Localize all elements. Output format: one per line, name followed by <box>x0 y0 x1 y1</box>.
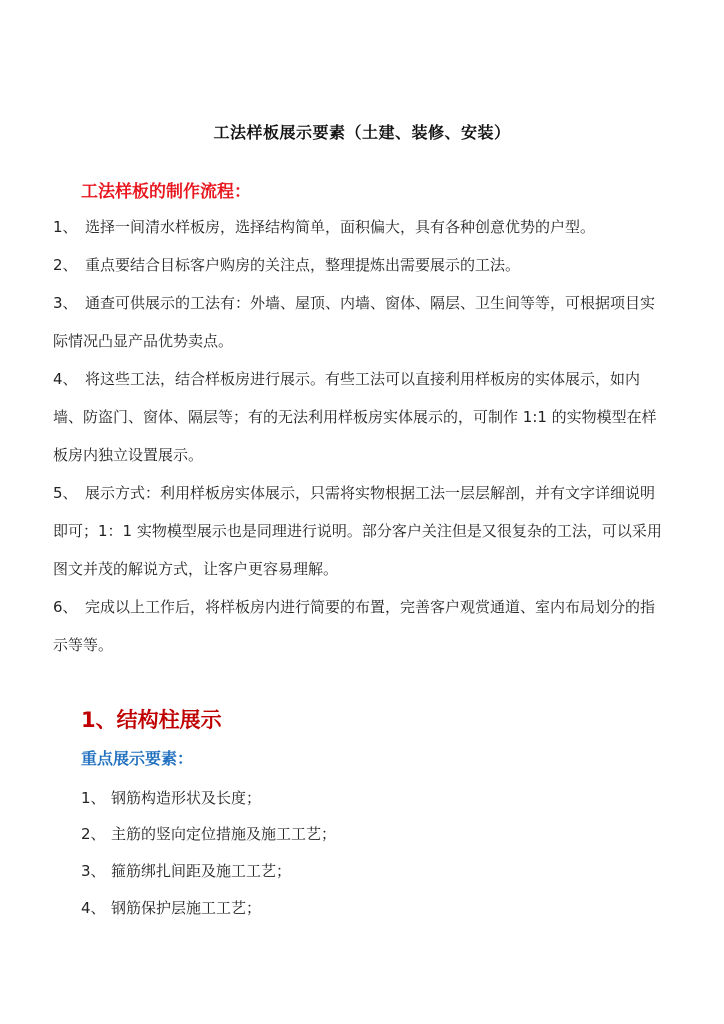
step-text: 选择一间清水样板房，选择结构简单，面积偏大，具有各种创意优势的户型。 <box>85 218 596 236</box>
key-item-1 <box>81 786 261 810</box>
step-text: 展示方式：利用样板房实体展示，只需将实物根据工法一层层解剖，并有文字详细说明即可；1：1 实物模型展示也是同理进行说明。部分客户关注但是又很复杂的工法，可以采用图文并茂的解说方式，让客户更容易理解。 <box>53 484 662 578</box>
item-number: 3、 <box>81 862 106 880</box>
step-text: 重点要结合目标客户购房的关注点，整理提炼出需要展示的工法。 <box>85 256 521 274</box>
step-number: 2、 <box>53 256 78 274</box>
item-number: 4、 <box>81 899 106 917</box>
process-step-2 <box>53 246 663 284</box>
key-item-2 <box>81 822 336 846</box>
item-number: 1、 <box>81 789 106 807</box>
key-item-3 <box>81 859 291 883</box>
item-text: 钢筋构造形状及长度； <box>111 789 262 807</box>
section1-heading: 1、结构柱展示 <box>81 708 222 732</box>
item-number: 2、 <box>81 825 106 843</box>
step-text: 完成以上工作后，将样板房内进行简要的布置，完善客户观赏通道、室内布局划分的指示等等。 <box>53 598 656 654</box>
item-text: 主筋的竖向定位措施及施工工艺； <box>111 825 337 843</box>
step-text: 将这些工法，结合样板房进行展示。有些工法可以直接利用样板房的实体展示，如内墙、防盗门、窗体、隔层等；有的无法利用样板房实体展示的，可制作 1:1 的实物模型在样板房内独立设置展示。 <box>53 370 657 464</box>
key-item-4 <box>81 896 261 920</box>
step-text: 通查可供展示的工法有：外墙、屋顶、内墙、窗体、隔层、卫生间等等，可根据项目实际情况凸显产品优势卖点。 <box>53 294 656 350</box>
process-step-6 <box>53 588 663 664</box>
step-number: 6、 <box>53 598 78 616</box>
step-number: 4、 <box>53 370 78 388</box>
process-step-1 <box>53 208 663 246</box>
item-text: 钢筋保护层施工工艺； <box>111 899 262 917</box>
process-step-5 <box>53 474 663 588</box>
process-step-3 <box>53 284 663 360</box>
step-number: 3、 <box>53 294 78 312</box>
process-heading: 工法样板的制作流程： <box>81 182 251 202</box>
item-text: 箍筋绑扎间距及施工工艺； <box>111 862 292 880</box>
step-number: 5、 <box>53 484 78 502</box>
document-title: 工法样板展示要素（土建、装修、安装） <box>213 123 511 142</box>
step-number: 1、 <box>53 218 78 236</box>
section1-subheading: 重点展示要素： <box>81 749 194 768</box>
process-step-4 <box>53 360 663 474</box>
